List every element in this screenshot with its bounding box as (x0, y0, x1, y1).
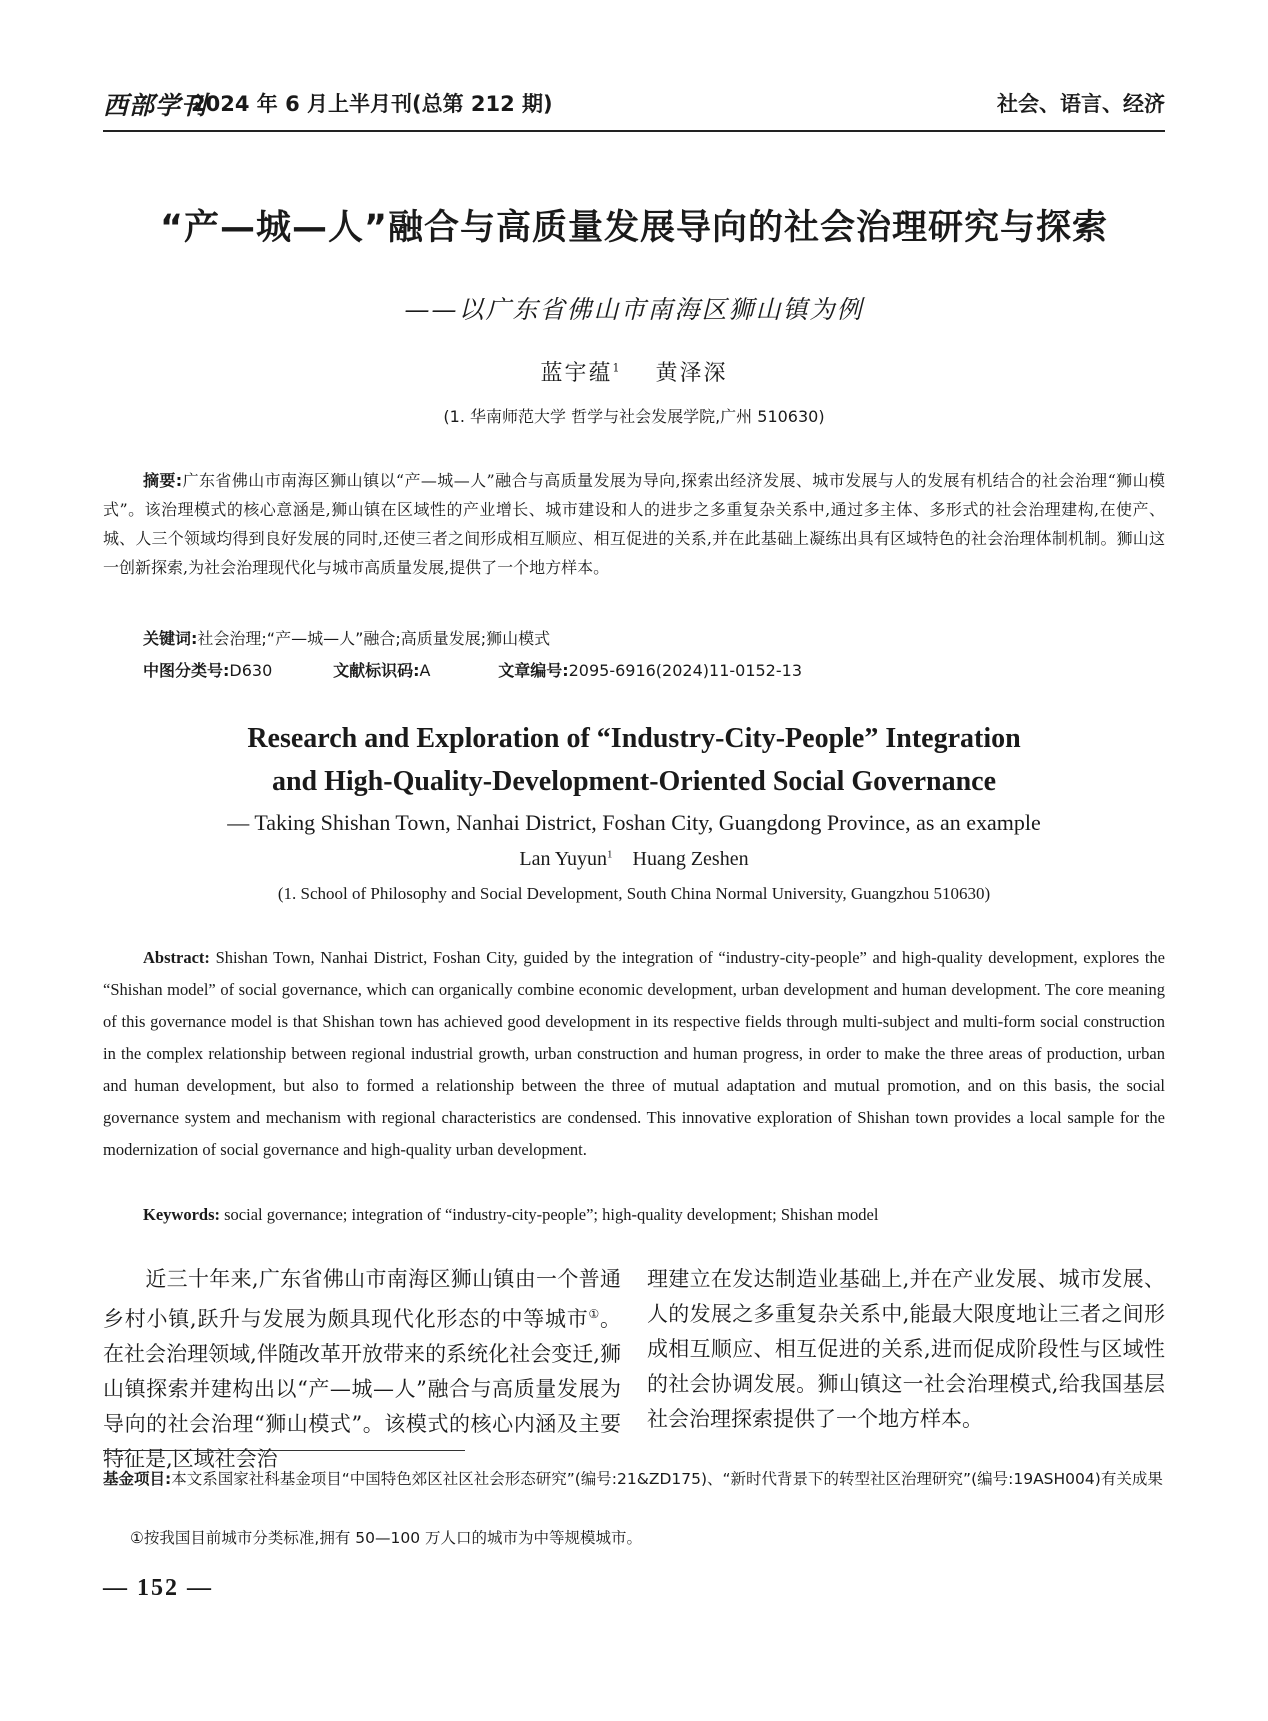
article-no-field (498, 658, 802, 681)
header-rule (103, 130, 1165, 132)
body-text: 。在社会治理领域,伴随改革开放带来的系统化社会变迁,狮山镇探索并建构出以“产—城—人”融合与高质量发展为导向的社会治理“狮山模式”。该模式的核心内涵及主要特征是,区域社会治 (103, 1307, 621, 1471)
english-title-line1: Research and Exploration of “Industry-City-People” Integration (247, 723, 1021, 754)
abstract-text: 广东省佛山市南海区狮山镇以“产—城—人”融合与高质量发展为导向,探索出经济发展、城市发展与人的发展有机结合的社会治理“狮山模式”。该治理模式的核心意涵是,狮山镇在区域性的产业增长、城市建设和人的进步之多重复杂关系中,通过多主体、多形式的社会治理建构,在使产、城、人三个领域均得到良好发展的同时,还使三者之间形成相互顺应、相互促进的关系,并在此基础上凝练出具有区域特色的社会治理体制机制。狮山这一创新探索,为社会治理现代化与城市高质量发展,提供了一个地方样本。 (103, 471, 1165, 577)
author-name: Lan Yuyun (519, 848, 607, 870)
keywords-label: 关键词: (143, 629, 198, 648)
issue-info: 2024 年 6 月上半月刊(总第 212 期) (191, 92, 553, 116)
fund-text: 本文系国家社科基金项目“中国特色郊区社区社会形态研究”(编号:21&ZD175)、“新时代背景下的转型社区治理研究”(编号:19ASH004)有关成果 (171, 1470, 1163, 1488)
doc-code-value: A (419, 661, 431, 680)
chinese-affiliation: (1. 华南师范大学 哲学与社会发展学院,广州 510630) (443, 407, 825, 426)
abstract-label: Abstract: (143, 948, 210, 967)
abstract-text: Shishan Town, Nanhai District, Foshan City, guided by the integration of “industry-city-people” and high-quality development, explores the “Shishan model” of social governance, which can organically combine economic development, urban development and human development. The core meaning of this governance model is that Shishan town has achieved good development in its respective fields through multi-subject and multi-form social construction in the complex relationship between regional industrial growth, urban construction and human progress, in order to make the three areas of production, urban and human development, but also to formed a relationship between the three of mutual adaptation and mutual promotion, and on this basis, the social governance system and mechanism with regional characteristics are condensed. This innovative exploration of Shishan town provides a local sample for the modernization of social governance and high-quality urban development. (103, 948, 1165, 1159)
abstract-label: 摘要: (143, 471, 183, 490)
body-text: 理建立在发达制造业基础上,并在产业发展、城市发展、人的发展之多重复杂关系中,能最大限度地让三者之间形成相互顺应、相互促进的关系,进而促成阶段性与区域性的社会协调发展。狮山镇这一社会治理模式,给我国基层社会治理探索提供了一个地方样本。 (647, 1267, 1165, 1431)
keywords-label: Keywords: (143, 1205, 220, 1224)
footnote-1: ①按我国目前城市分类标准,拥有 50—100 万人口的城市为中等规模城市。 (130, 1529, 642, 1547)
body-column-left (103, 1262, 621, 1477)
doc-code-field (333, 658, 493, 681)
keywords-text: social governance; integration of “industry-city-people”; high-quality development; Shishan model (224, 1205, 879, 1224)
author-name: 蓝宇蕴 (540, 361, 613, 386)
english-subtitle: — Taking Shishan Town, Nanhai District, Foshan City, Guangdong Province, as an example (227, 810, 1041, 835)
footnote-mark: ① (588, 1307, 600, 1321)
fund-label: 基金项目: (103, 1470, 172, 1488)
author-name: Huang Zeshen (632, 848, 749, 870)
classification-line (143, 658, 1143, 681)
section-tag: 社会、语言、经济 (997, 92, 1165, 116)
article-no-label: 文章编号: (498, 661, 569, 680)
english-affiliation: (1. School of Philosophy and Social Development, South China Normal University, Guangzhou 510630) (277, 884, 991, 903)
english-title-line2: and High-Quality-Development-Oriented Social Governance (271, 766, 997, 797)
clc-field (143, 658, 328, 681)
footnote-rule (103, 1450, 465, 1451)
keywords-text: 社会治理;“产—城—人”融合;高质量发展;狮山模式 (197, 629, 551, 648)
chinese-authors (103, 356, 1165, 387)
journal-logo: 西部学刊 (103, 91, 208, 120)
chinese-subtitle: ——以广东省佛山市南海区狮山镇为例 (404, 295, 864, 324)
chinese-keywords (143, 626, 550, 649)
affiliation-mark: 1 (612, 361, 620, 375)
article-no-value: 2095-6916(2024)11-0152-13 (568, 661, 802, 680)
chinese-abstract (103, 466, 1165, 582)
body-column-right (647, 1262, 1165, 1437)
author-name: 黄泽深 (655, 361, 728, 386)
english-keywords (143, 1205, 878, 1225)
clc-label: 中图分类号: (143, 661, 230, 680)
page-number: — 152 — (103, 1575, 213, 1601)
english-abstract (103, 942, 1165, 1166)
affiliation-mark: 1 (607, 848, 613, 861)
body-text: 近三十年来,广东省佛山市南海区狮山镇由一个普通乡村小镇,跃升与发展为颇具现代化形态的中等城市 (103, 1267, 621, 1331)
chinese-title: “产—城—人”融合与高质量发展导向的社会治理研究与探索 (159, 208, 1108, 248)
running-header (103, 86, 1165, 122)
english-authors (103, 848, 1165, 871)
fund-note (103, 1466, 1165, 1493)
clc-value: D630 (229, 661, 273, 680)
doc-code-label: 文献标识码: (333, 661, 420, 680)
